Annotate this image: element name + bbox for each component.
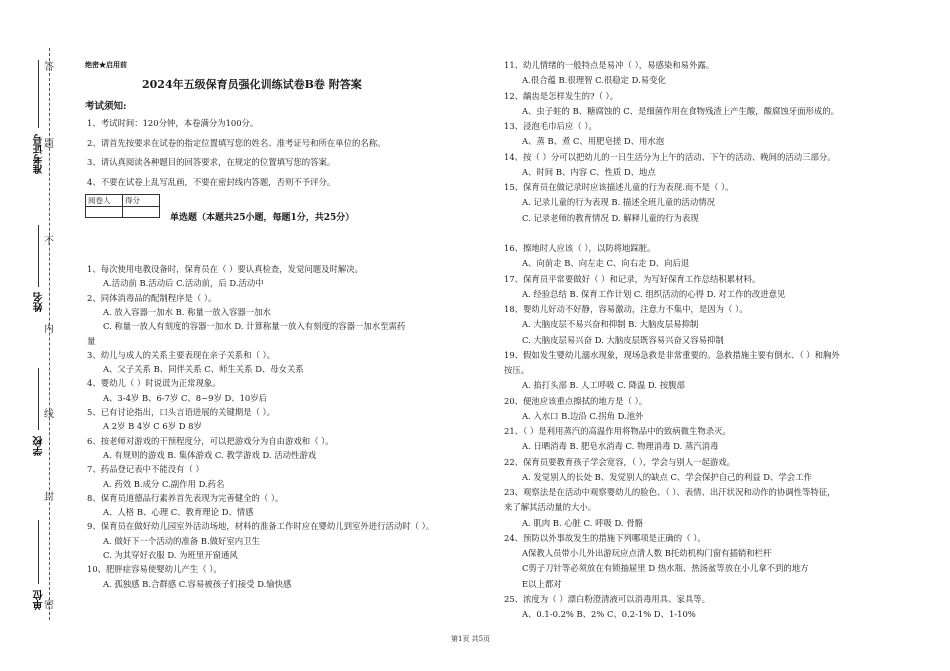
notice-item: 2、请首先按要求在试卷的指定位置填写您的姓名、准考证号和所在单位的名称。 — [87, 138, 386, 148]
question-line: 14、按（ ）分可以把幼儿的一日生活分为上午的活动、下午的活动、晚间的活动三部分。 — [504, 151, 836, 162]
question-line: 22、保育员要教育孩子学会宽容，（ ），学会与别人一起游戏。 — [504, 456, 736, 467]
answer-options: A. 孤独感 B.合群感 C.容易被孩子们接受 D.愉快感 — [103, 578, 292, 589]
answer-options: A. 日晒消毒 B. 肥皂水消毒 C. 物理消毒 D. 蒸汽消毒 — [522, 441, 719, 452]
question-line: 2、同体消毒品的配制程序是（ ）。 — [87, 292, 217, 303]
question-line: 13、浸泡毛巾后应（ ）。 — [504, 121, 597, 131]
question-line: 20、便池应该重点擦拭的地方是（ ）。 — [504, 395, 648, 406]
question-line: 量 — [87, 335, 96, 346]
fill-line-name — [38, 225, 39, 287]
answer-options: A、向前走 B、向左走 C、向右走 D、向后退 — [522, 258, 690, 269]
question-line: 18、婴幼儿好动不好静，容易激动，注意力不集中，是因为（ ）。 — [504, 304, 748, 314]
fill-line-unit — [38, 520, 39, 584]
seal-char: 密 — [44, 600, 54, 611]
answer-options: A. 掐打头部 B. 人工呼吸 C. 降温 D. 按腹部 — [522, 380, 685, 391]
answer-options: A. 发觉别人的长处 B、发觉别人的缺点 C、学会保护自己的利益 D、学会工作 — [522, 471, 812, 482]
answer-options: A、人格 B、心理 C、教育理论 D、情感 — [103, 507, 254, 518]
question-line: 23、观察法是在活动中观察婴幼儿的脸色、（ ）、表情、出汗状况和动作的协调性等特征， — [504, 487, 836, 497]
question-line: 1、每次使用电教设备时，保育员在（ ）要认真检查，发觉问题及时解决。 — [87, 264, 363, 274]
question-line: 来了解其活动量的大小。 — [504, 502, 597, 513]
score-table-blank — [123, 207, 160, 218]
margin-label-exam-id: 准考证号 — [34, 134, 45, 174]
margin-label-name: 姓名 — [34, 292, 45, 312]
question-line: 6、按老师对游戏的干预程度分，可以把游戏分为自由游戏和（ ）。 — [87, 435, 334, 446]
seal-char: 不 — [44, 236, 54, 247]
answer-options: A.很合蕴 B.很理智 C.很稳定 D.易变化 — [522, 75, 666, 86]
answer-options: A. 做好下一个活动的准备 B.做好室内卫生 — [103, 535, 260, 546]
answer-options: A. 有规则的游戏 B. 集体游戏 C. 教学游戏 D. 活动性游戏 — [103, 449, 317, 460]
answer-options: A、0.1-0.2% B、2% C、0.2-1% D、1-10% — [522, 609, 696, 619]
answer-options: C. 为其穿好衣服 D. 为班里开窗通风 — [103, 550, 238, 560]
question-line: 9、保育员在做好幼儿园室外活动场地，材料的准备工作时应在婴幼儿到室外进行活动时（ ）。 — [87, 521, 435, 532]
answer-options: A、时间 B、内容 C、性质 D、地点 — [522, 166, 656, 177]
answer-options: A. 大脑皮层不易兴奋和抑制 B. 大脑皮层易抑制 — [522, 319, 699, 330]
answer-options: A、蒸 B、煮 C、用肥皂搓 D、用水泡 — [522, 136, 665, 147]
seal-char: 答 — [44, 62, 54, 73]
seal-char: 题 — [44, 139, 54, 150]
question-line: 8、保育员道德品行素养首先表现为完善健全的（ ）。 — [87, 492, 284, 503]
answer-options: A 2岁 B 4岁 C 6岁 D 8岁 — [103, 421, 202, 432]
answer-options: C. 称量一放人有刻度的容器一加水 D. 计算称量一放入有刻度的容器一加水至需药 — [103, 321, 406, 332]
question-line: 17、保育员平常要做好（ ）和记录，为写好保育工作总结积累材料。 — [504, 273, 761, 284]
notice-heading: 考试须知: — [85, 101, 127, 112]
answer-options: A. 放入容器一加水 B. 称量一放入容器一加水 — [103, 306, 271, 317]
notice-item: 3、请认真阅读各种题目的回答要求，在规定的位置填写您的答案。 — [87, 157, 336, 167]
notice-item: 1、考试时间：120分钟，本卷满分为100分。 — [87, 118, 259, 128]
fill-line-exam-id — [38, 60, 39, 128]
question-line: 11、幼儿情绪的一般特点是易冲（ ），易感染和易外露。 — [504, 60, 715, 70]
answer-options: A、虫子蛀的 B、糖腐蚀的 C、是细菌作用在食物残渣上产生酸，酸腐蚀牙面形成的。 — [522, 105, 840, 116]
answer-options: A. 入水口 B.边沿 C.拐角 D.池外 — [522, 410, 644, 421]
question-line: 按压。 — [504, 365, 530, 375]
score-table-reviewer: 阅卷人 — [86, 195, 123, 207]
question-line: 15、保育员在做记录时应该描述儿童的行为表现.而不是（ ）。 — [504, 182, 734, 192]
margin-label-school: 学校 — [34, 436, 45, 456]
answer-options: A保教人员带小儿外出游玩应点清人数 B托幼机构门窗有插销和栏杆 — [522, 548, 772, 558]
question-line: 16、擦地时人应该（ ），以防将地踩脏。 — [504, 243, 656, 253]
question-line: 3、幼儿与成人的关系主要表现在亲子关系和（ ）。 — [87, 349, 276, 360]
answer-options: A、父子关系 B、同伴关系 C、师生关系 D、母女关系 — [103, 364, 304, 375]
seal-char: 线 — [44, 409, 54, 420]
question-line: 4、婴幼儿（ ）时说谎为正常现象。 — [87, 378, 221, 389]
score-table-blank — [86, 207, 123, 218]
fill-line-school — [38, 368, 39, 430]
score-table-score: 得分 — [123, 195, 160, 207]
answer-options: C. 大脑皮层易兴奋 D. 大脑皮层既容易兴奋又容易抑制 — [522, 334, 724, 345]
answer-options: A、3-4岁 B、6-7岁 C、8~9岁 D、10岁后 — [103, 392, 267, 403]
answer-options: E以上都对 — [522, 578, 562, 589]
question-line: 10、肥胖症容易使婴幼儿产生（ ）。 — [87, 564, 222, 575]
answer-options: A.活动前 B.活动后 C.活动前，后 D.活动中 — [103, 278, 264, 289]
answer-options: A. 药效 B.成分 C.副作用 D.药名 — [103, 478, 225, 489]
answer-options: A. 记录儿童的行为表现 B. 描述全班儿童的活动情况 — [522, 197, 716, 208]
question-line: 5、已有讨论指出，口头言语进展的关键期是（ ）。 — [87, 407, 276, 417]
page-title: 2024年五级保育员强化训练试卷B卷 附答案 — [142, 78, 362, 91]
question-line: 24、预防以外事故发生的措施下列哪项是正确的（ ）。 — [504, 532, 706, 543]
answer-options: C剪子刀针等必须放在有锁抽屉里 D 热水瓶、热汤盆等放在小儿拿不到的地方 — [522, 563, 809, 574]
question-line: 7、药品登记表中不能没有（ ） — [87, 464, 204, 475]
section-title: 单选题（本题共25小题，每题1分，共25分） — [170, 213, 355, 223]
answer-options: C. 记录老师的教育情况 D. 解释儿童的行为表现 — [522, 212, 699, 223]
answer-options: A. 经验总结 B. 保育工作计划 C. 组织活动的心得 D. 对工作的改进意见 — [522, 288, 786, 299]
secret-mark: 绝密★启用前 — [85, 60, 127, 69]
seal-char: 封 — [44, 492, 54, 503]
answer-options: A. 肌肉 B. 心脏 C. 呼吸 D. 骨骼 — [522, 517, 644, 528]
question-line: 25、浓度为（ ）漂白粉澄清液可以消毒用具、家具等。 — [504, 593, 710, 604]
question-line: 21、（ ）是利用蒸汽的高温作用将物品中的致病微生物杀灭。 — [504, 426, 731, 436]
question-line: 12、龋齿是怎样发生的?（ ）。 — [504, 90, 619, 101]
seal-char: 内 — [44, 324, 54, 335]
question-line: 19、假如发生婴幼儿溺水现象，现场急救是非常重要的。急救措施主要有倒水、（ ）和胸外 — [504, 349, 840, 360]
score-table — [85, 194, 160, 218]
notice-item: 4、不要在试卷上乱写乱画，不要在密封线内答题，否则不予评分。 — [87, 177, 336, 187]
page-number: 第1页 共5页 — [451, 635, 491, 643]
margin-label-unit: 单位 — [34, 590, 45, 610]
